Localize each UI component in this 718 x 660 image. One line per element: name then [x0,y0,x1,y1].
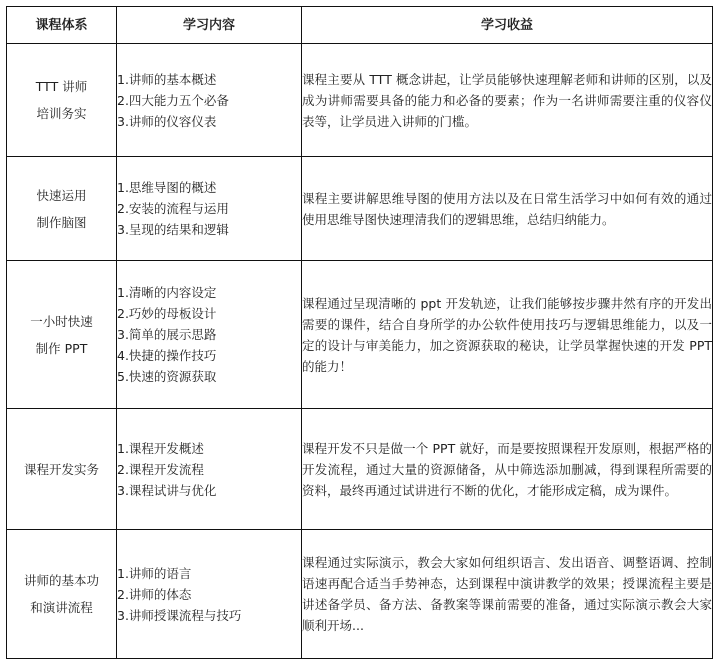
table-row [7,530,713,659]
content-item: 2.巧妙的母板设计 [117,306,217,321]
content-item: 1.讲师的语言 [117,565,192,581]
header-learning-benefit: 学习收益 [302,7,713,44]
table-row [7,409,713,530]
header-learning-content: 学习内容 [117,7,302,44]
learning-content-cell [117,530,302,659]
content-item: 2.课程开发流程 [117,461,204,477]
learning-benefit-cell: 课程主要从 TTT 概念讲起，让学员能够快速理解老师和讲师的区别，以及成为讲师需要具备的能力和必备的要素；作为一名讲师需要注重的仪容仪表等，让学员进入讲师的门槛。 [302,44,713,157]
course-table [6,6,713,659]
content-item: 3.讲师授课流程与技巧 [117,607,242,623]
learning-benefit-cell: 课程通过实际演示，教会大家如何组织语言、发出语音、调整语调、控制语速再配合适当手势神态，达到课程中演讲教学的效果；授课流程主要是讲述备学员、备方法、备教案等课前需要的准备，通过实际演示教会大家顺利开场... [302,530,713,659]
course-system-cell [7,44,117,157]
learning-content-cell [117,157,302,261]
course-system-line: TTT 讲师 [35,79,88,94]
course-system-line: 和演讲流程 [30,600,93,615]
content-item: 4.快捷的操作技巧 [117,348,217,363]
content-item: 2.四大能力五个必备 [117,92,229,108]
table-row [7,44,713,157]
content-item: 1.讲师的基本概述 [117,71,217,87]
course-system-line: 讲师的基本功 [23,573,99,588]
learning-content-cell [117,261,302,409]
content-item: 1.课程开发概述 [117,440,204,456]
course-system-line: 制作 PPT [35,340,88,356]
content-item: 1.思维导图的概述 [117,180,217,195]
header-row [7,7,713,44]
content-item: 2.安装的流程与运用 [117,201,229,216]
course-system-cell [7,530,117,659]
course-system-line: 制作脑图 [36,214,87,230]
course-system-line: 快速运用 [36,187,87,203]
content-item: 3.讲师的仪容仪表 [117,113,217,129]
course-system-line: 一小时快速 [30,313,93,329]
learning-benefit-cell: 课程通过呈现清晰的 ppt 开发轨迹，让我们能够按步骤井然有序的开发出需要的课件，结合自身所学的办公软件使用技巧与逻辑思维能力，以及一定的设计与审美能力，加之资源获取的秘诀，让学员掌握快速的开发 PPT 的能力！ [302,261,713,409]
content-item: 3.简单的展示思路 [117,327,217,342]
table-row [7,261,713,409]
course-system-line: 课程开发实务 [23,461,99,477]
content-item: 5.快速的资源获取 [117,369,217,384]
course-system-cell [7,409,117,530]
learning-content-cell [117,409,302,530]
learning-content-cell [117,44,302,157]
content-item: 1.清晰的内容设定 [117,285,217,300]
content-item: 2.讲师的体态 [117,586,192,602]
content-item: 3.呈现的结果和逻辑 [117,222,229,237]
course-system-cell [7,157,117,261]
header-course-system: 课程体系 [7,7,117,44]
content-item: 3.课程试讲与优化 [117,482,217,498]
course-system-line: 培训务实 [36,106,87,121]
course-system-cell [7,261,117,409]
learning-benefit-cell: 课程开发不只是做一个 PPT 就好，而是要按照课程开发原则，根据严格的开发流程，通过大量的资源储备，从中筛选添加删减，得到课程所需要的资料，最终再通过试讲进行不断的优化，才能形成定稿，成为课件。 [302,409,713,530]
table-row [7,157,713,261]
learning-benefit-cell: 课程主要讲解思维导图的使用方法以及在日常生活学习中如何有效的通过使用思维导图快速理清我们的逻辑思维，总结归纳能力。 [302,157,713,261]
